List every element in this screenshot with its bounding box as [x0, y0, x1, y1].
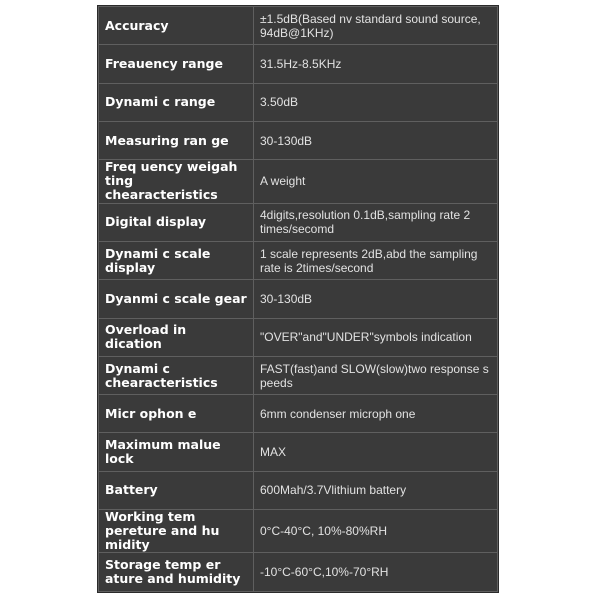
spec-row-dynamic-scale-display: [99, 241, 498, 279]
spec-value: MAX: [254, 433, 498, 471]
spec-label: Dynami c chearacteristics: [99, 356, 254, 394]
spec-label: Dyanmi c scale gear: [99, 280, 254, 318]
spec-value: 6mm condenser microph one: [254, 395, 498, 433]
spec-value: ±1.5dB(Based nv standard sound source, 94dB@1KHz): [254, 7, 498, 45]
spec-value: -10°C-60°C,10%-70°RH: [254, 553, 498, 592]
spec-label: Freq uency weigah ting chearacteristics: [99, 160, 254, 203]
spec-row-frequency-range: [99, 45, 498, 83]
spec-value: 1 scale represents 2dB,abd the sampling rate is 2times/second: [254, 241, 498, 279]
spec-row-measuring-range: [99, 121, 498, 159]
spec-row-storage-temperature: [99, 553, 498, 592]
spec-row-accuracy: [99, 7, 498, 45]
spec-label: Dynami c scale display: [99, 241, 254, 279]
spec-table: [98, 6, 498, 592]
spec-label: Storage temp er ature and humidity: [99, 553, 254, 592]
spec-row-working-temperature: [99, 510, 498, 553]
spec-value: 3.50dB: [254, 83, 498, 121]
spec-row-overload-indication: [99, 318, 498, 356]
spec-row-microphone: [99, 395, 498, 433]
spec-label: Maximum malue lock: [99, 433, 254, 471]
spec-value: 30-130dB: [254, 121, 498, 159]
spec-label: Micr ophon e: [99, 395, 254, 433]
spec-value: 31.5Hz-8.5KHz: [254, 45, 498, 83]
spec-row-dynamic-range: [99, 83, 498, 121]
spec-value: 600Mah/3.7Vlithium battery: [254, 471, 498, 509]
spec-label: Battery: [99, 471, 254, 509]
spec-label: Freauency range: [99, 45, 254, 83]
spec-value: 4digits,resolution 0.1dB,sampling rate 2 times/secomd: [254, 203, 498, 241]
spec-row-frequency-weighting: [99, 160, 498, 203]
spec-value: "OVER"and"UNDER"symbols indication: [254, 318, 498, 356]
spec-label: Overload in dication: [99, 318, 254, 356]
spec-label: Dynami c range: [99, 83, 254, 121]
spec-label: Accuracy: [99, 7, 254, 45]
spec-row-dynamic-characteristics: [99, 356, 498, 394]
spec-label: Digital display: [99, 203, 254, 241]
spec-row-digital-display: [99, 203, 498, 241]
spec-row-battery: [99, 471, 498, 509]
spec-value: A weight: [254, 160, 498, 203]
spec-label: Working tem pereture and hu midity: [99, 510, 254, 553]
spec-row-dynamic-scale-gear: [99, 280, 498, 318]
spec-label: Measuring ran ge: [99, 121, 254, 159]
spec-value: FAST(fast)and SLOW(slow)two response s peeds: [254, 356, 498, 394]
spec-sheet: [98, 6, 498, 592]
spec-value: 30-130dB: [254, 280, 498, 318]
spec-row-maximum-value-lock: [99, 433, 498, 471]
spec-value: 0°C-40°C, 10%-80%RH: [254, 510, 498, 553]
